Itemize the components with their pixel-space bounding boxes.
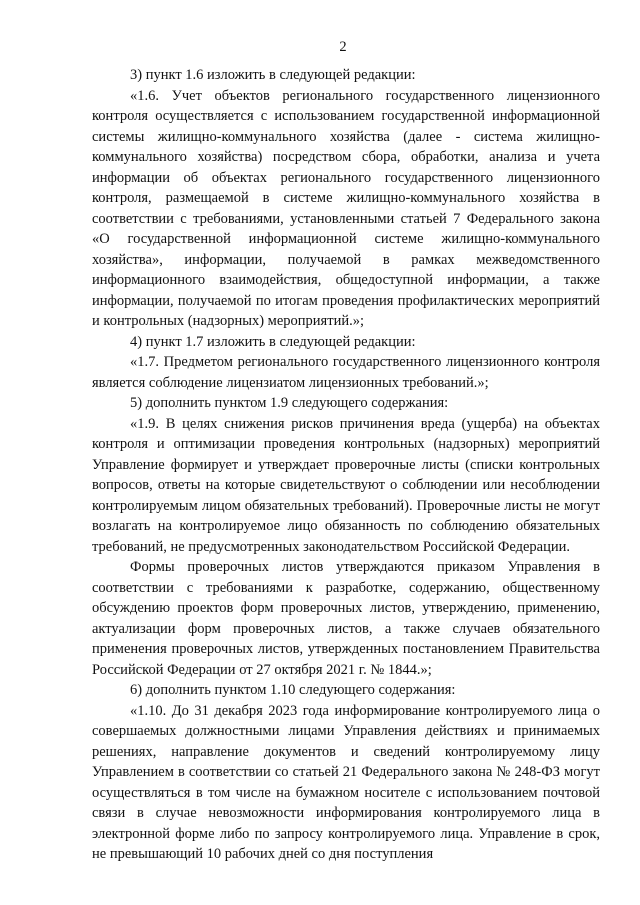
paragraph-clause-1-7: «1.7. Предметом регионального государственного лицензионного контроля является соблюдение лицензиатом лицензионных требований.»; xyxy=(92,354,600,391)
paragraph-clause-1-6: «1.6. Учет объектов регионального государственного лицензионного контроля осуществляется с использованием государственной информационной системы жилищно-коммунального хозяйства (далее - система жилищно-коммунального хозяйства) посредством сбора, обработки, анализа и учета информации об объектах регионального государственного лицензионного контроля, размещаемой в системе жилищно-коммунального хозяйства в соответствии с требованиями, установленными статьей 7 Федерального закона «О государственной информационной системе жилищно-коммунального хозяйства», информации, получаемой в рамках межведомственного информационного взаимодействия, общедоступной информации, а также информации, получаемой по итогам проведения профилактических мероприятий и контрольных (надзорных) мероприятий.»; xyxy=(92,87,600,329)
paragraph-clause-1-10: «1.10. До 31 декабря 2023 года информирование контролируемого лица о совершаемых должностными лицами Управления действиях и принимаемых решениях, направление документов и сведений контролируемому лицу Управлением в соответствии со статьей 21 Федерального закона № 248-ФЗ могут осуществляться в том числе на бумажном носителе с использованием почтовой связи в случае невозможности информирования контролируемого лица в электронной форме либо по запросу контролируемого лица. Управление в срок, не превышающий 10 рабочих дней со дня поступления xyxy=(92,702,600,862)
paragraph-item-6: 6) дополнить пунктом 1.10 следующего содержания: xyxy=(130,682,456,698)
page-number: 2 xyxy=(339,39,347,55)
paragraph-checklist-forms: Формы проверочных листов утверждаются приказом Управления в соответствии с требованиями к разработке, содержанию, общественному обсуждению проектов форм проверочных листов, утверждению, применению, актуализации форм проверочных листов, а также случаев обязательного применения проверочных листов, утвержденных постановлением Правительства Российской Федерации от 27 октября 2021 г. № 1844.»; xyxy=(92,559,600,678)
paragraph-clause-1-9: «1.9. В целях снижения рисков причинения вреда (ущерба) на объектах контроля и оптимизации проведения контрольных (надзорных) мероприятий Управление формирует и утверждает проверочные листы (списки контрольных вопросов, ответы на которые свидетельствуют о соблюдении или несоблюдении контролируемым лицом обязательных требований). Проверочные листы не могут возлагать на контролируемое лицо обязанность по соблюдению обязательных требований, не предусмотренных законодательством Российской Федерации. xyxy=(92,415,600,555)
paragraph-item-4: 4) пункт 1.7 изложить в следующей редакции: xyxy=(130,333,416,350)
paragraph-item-3: 3) пункт 1.6 изложить в следующей редакции: xyxy=(130,67,416,83)
paragraph-item-5: 5) дополнить пунктом 1.9 следующего содержания: xyxy=(130,395,449,411)
